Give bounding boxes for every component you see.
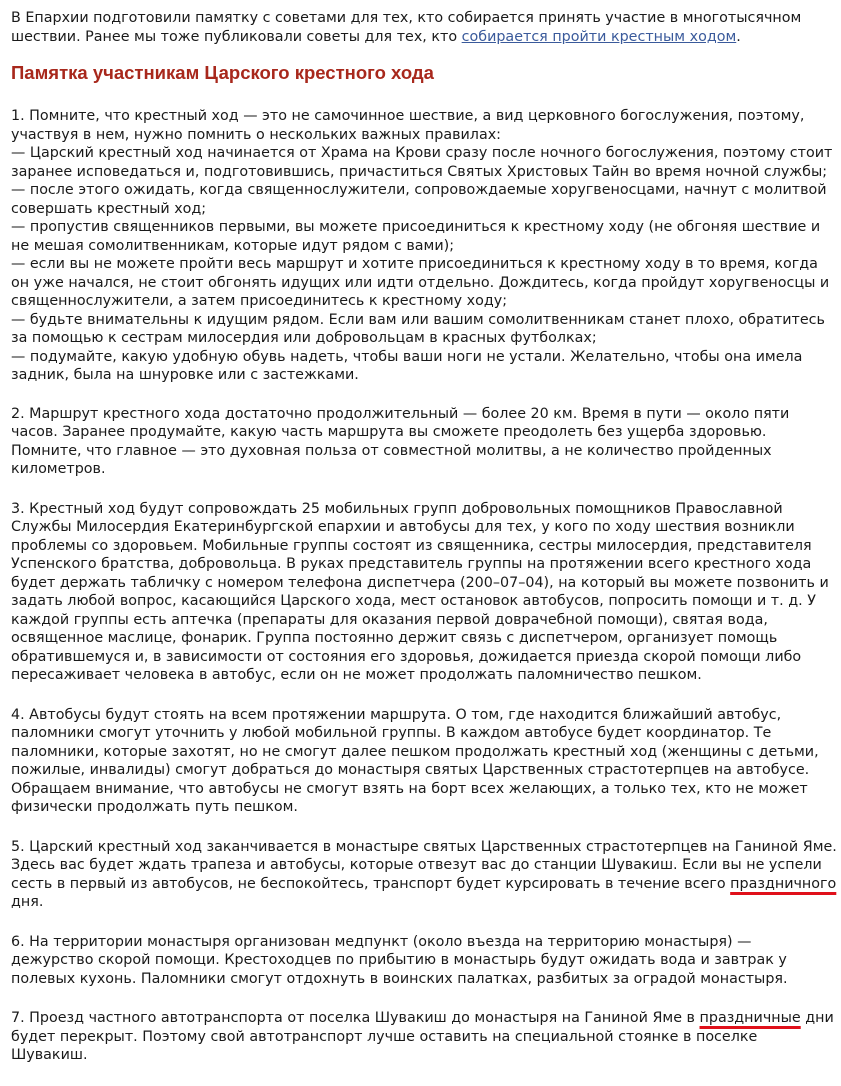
rule-5-paragraph: [11, 838, 837, 912]
rule-1-paragraph: [11, 107, 837, 385]
rule-1-intro: 1. Помните, что крестный ход — это не самочинное шествие, а вид церковного богослужения, поэтому, участвуя в нем, нужно помнить о нескольких важных правилах:: [11, 108, 805, 143]
highlighted-word: праздничные: [699, 1010, 801, 1026]
rule-1-item: — Царский крестный ход начинается от Храма на Крови сразу после ночного богослужения, поэтому стоит заранее исповедаться и, подготовившись, причаститься Святых Христовых Тайн во время ночной службы;: [11, 145, 833, 180]
rule-1-item: — подумайте, какую удобную обувь надеть, чтобы ваши ноги не устали. Желательно, чтобы она имела задник, была на шнуровке или с застежками.: [11, 348, 803, 383]
previous-advice-link[interactable]: собирается пройти крестным ходом: [461, 28, 737, 45]
rule-1-item: — будьте внимательны к идущим рядом. Если вам или вашим сомолитвенникам станет плохо, обратитесь за помощью к сестрам милосердия или добровольцам в красных футболках;: [11, 311, 825, 346]
highlighted-word: праздничного: [730, 875, 837, 892]
intro-text: В Епархии подготовили памятку с советами для тех, кто собирается принять участие в многотысячном шествии. Ранее мы тоже публиковали советы для тех, кто: [11, 10, 802, 45]
rule-1-item: — пропустив священников первыми, вы можете присоединиться к крестному ходу (не обгоняя шествие и не мешая сомолитвенникам, которые идут рядом с вами);: [11, 219, 821, 254]
rule-7-text: 7. Проезд частного автотранспорта от поселка Шувакиш до монастыря на Ганиной Яме в: [11, 1010, 700, 1026]
rule-1-item: — если вы не можете пройти весь маршрут и хотите присоединиться к крестному ходу в то время, когда он уже начался, не стоит обгонять идущих или идти отдельно. Дождитесь, когда пройдут хоругвеносцы и священнослужители, а затем присоединитесь к крестному ходу;: [11, 256, 830, 309]
page-title: Памятка участникам Царского крестного хода: [11, 62, 434, 83]
rule-7-paragraph: [11, 1009, 837, 1065]
rule-3-paragraph: 3. Крестный ход будут сопровождать 25 мобильных групп добровольных помощников Православной Службы Милосердия Екатеринбургской епархии и автобусы для тех, у кого по ходу шествия возникли проблемы со здоровьем. Мобильные группы состоят из священника, сестры милосердия, представителя Успенского братства, добровольца. В руках представитель группы на протяжении всего крестного хода будет держать табличку с номером телефона диспетчера (200–07–04), на который вы можете позвонить и задать любой вопрос, касающийся Царского хода, мест остановок автобусов, попросить помощи и т. д. У каждой группы есть аптечка (препараты для оказания первой доврачебной помощи), святая вода, освященное маслице, фонарик. Группа постоянно держит связь с диспетчером, организует помощь обратившемуся и, в зависимости от состояния его здоровья, дожидается приезда скорой помощи либо пересаживает человека в автобус, если он не может продолжать паломничество пешком.: [11, 500, 829, 683]
rule-6-paragraph: 6. На территории монастыря организован медпункт (около въезда на территорию монастыря) — дежурство скорой помощи. Крестоходцев по прибытию в монастырь будут ожидать вода и завтрак у полевых кухонь. Паломники смогут отдохнуть в воинских палатках, разбитых за оградой монастыря.: [11, 933, 788, 987]
rule-2-paragraph: 2. Маршрут крестного хода достаточно продолжительный — более 20 км. Время в пути — около пяти часов. Заранее продумайте, какую часть маршрута вы сможете преодолеть без ущерба здоровью. Помните, что главное — это духовная польза от совместной молитвы, а не количество пройденных километров.: [11, 405, 790, 477]
rule-5-text: 5. Царский крестный ход заканчивается в монастыре святых Царственных страстотерпцев на Ганиной Яме. Здесь вас будет ждать трапеза и автобусы, которые отвезут вас до станции Шувакиш. Если вы не успели сесть в первый из автобусов, не беспокойтесь, транспорт будет курсировать в течение всего: [11, 838, 837, 892]
rule-7-end: дни будет перекрыт. Поэтому свой автотранспорт лучше оставить на специальной стоянке в поселке Шувакиш.: [11, 1010, 834, 1063]
rule-1-item: — после этого ожидать, когда священнослужители, сопровождаемые хоругвеносцами, начнут с молитвой совершать крестный ход;: [11, 182, 827, 217]
article: [11, 9, 837, 1086]
rule-5-end: дня.: [11, 894, 44, 910]
rule-4-paragraph: 4. Автобусы будут стоять на всем протяжении маршрута. О том, где находится ближайший автобус, паломники смогут уточнить у любой мобильной группы. В каждом автобусе будет координатор. Те паломники, которые захотят, но не смогут далее пешком продолжать крестный ход (женщины с детьми, пожилые, инвалиды) смогут добраться до монастыря святых Царственных страстотерпцев на автобусе. Обращаем внимание, что автобусы не смогут взять на борт всех желающих, а только тех, кто не может физически продолжать путь пешком.: [11, 706, 819, 815]
intro-end: .: [736, 28, 741, 45]
intro-paragraph: [11, 9, 837, 46]
